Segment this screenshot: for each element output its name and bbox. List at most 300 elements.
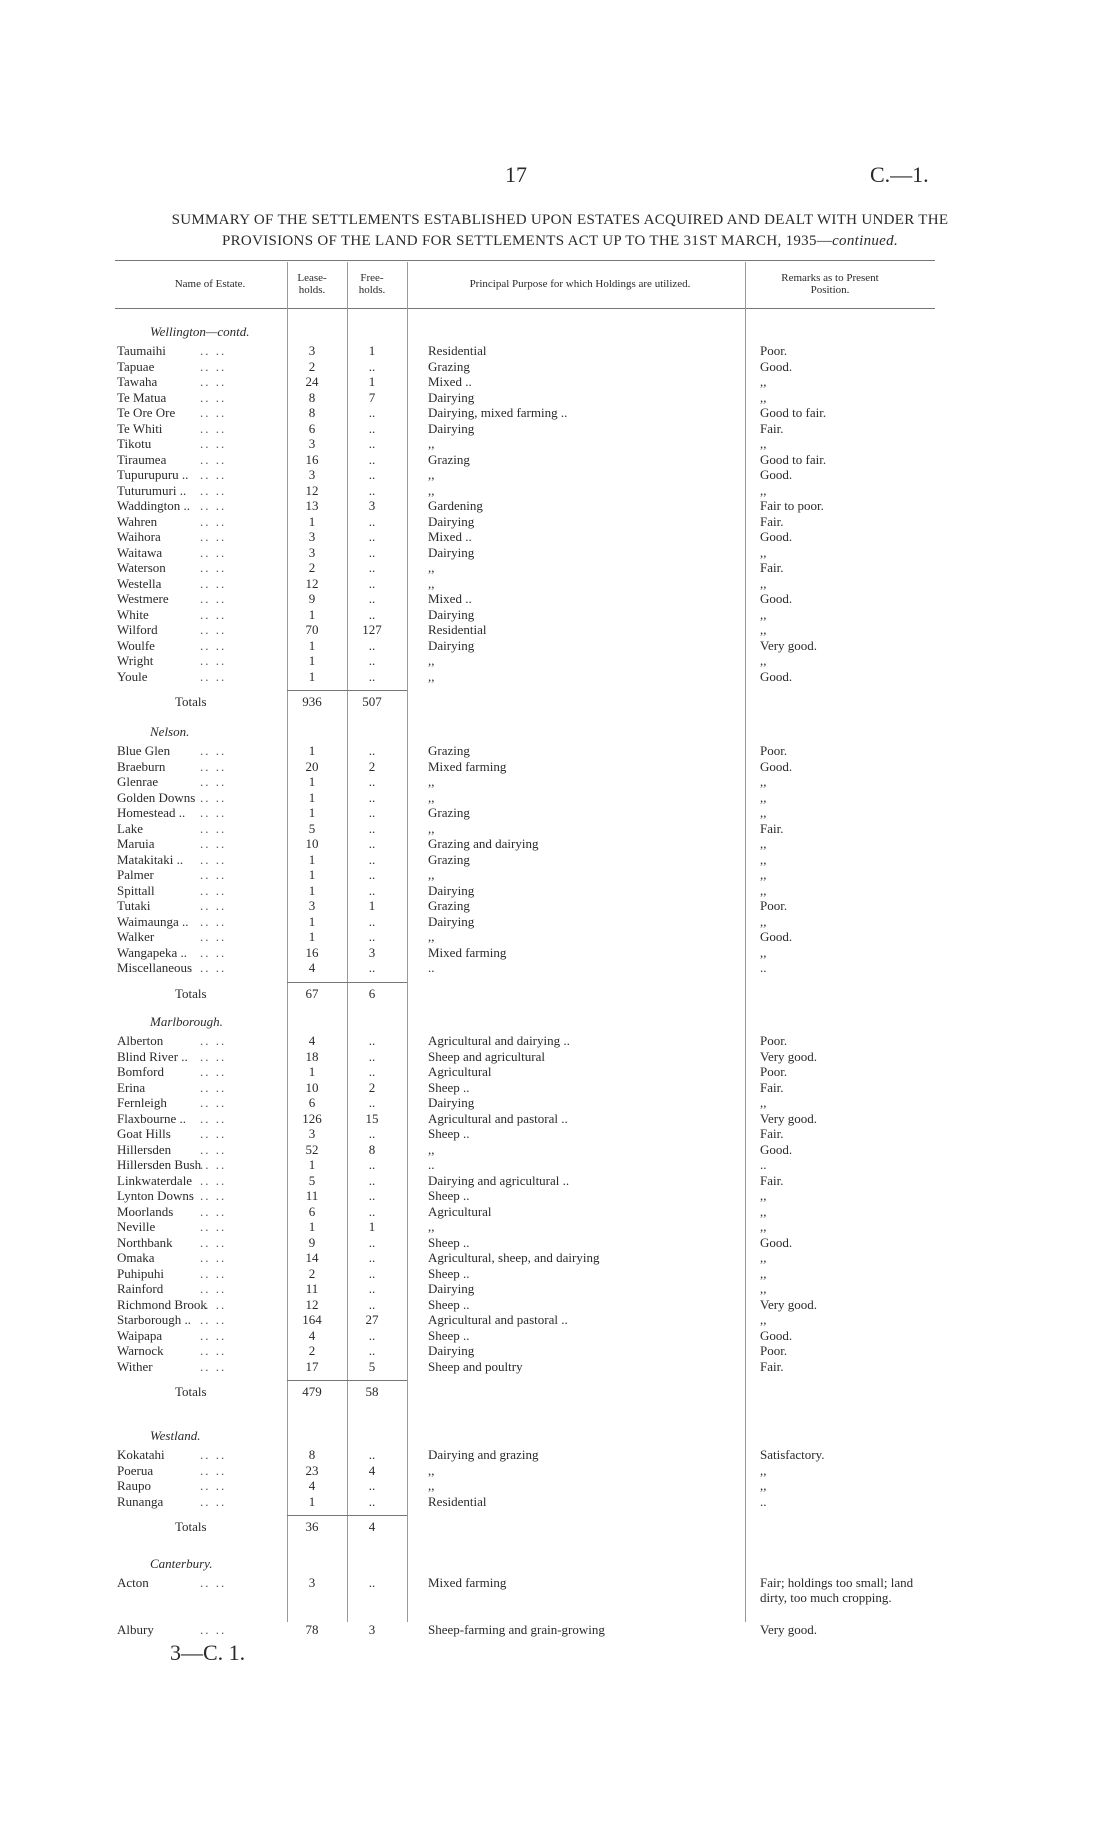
estate-name: Bomford	[117, 1064, 164, 1079]
principal-purpose: Sheep ..	[428, 1126, 470, 1141]
principal-purpose: Grazing	[428, 358, 470, 374]
leader-dots: .. ..	[200, 929, 227, 944]
leaseholds-count: 11	[305, 1188, 319, 1203]
table-row	[0, 1188, 1114, 1204]
table-row	[0, 1478, 1114, 1494]
leaseholds-count: 1	[308, 913, 316, 929]
freeholds-count: 3	[368, 1621, 376, 1637]
leaseholds-count: 3	[308, 529, 316, 544]
freeholds-count: 8	[368, 1141, 376, 1157]
leaseholds-count: 1	[308, 929, 316, 944]
leader-dots: .. ..	[200, 343, 227, 358]
estate-name: Miscellaneous	[117, 960, 193, 975]
estate-name: Palmer	[117, 867, 154, 882]
totals-row	[0, 986, 1114, 1002]
estate-name: Tawaha	[117, 374, 158, 389]
principal-purpose: Dairying	[428, 513, 475, 529]
freeholds-count: 27	[365, 1312, 379, 1327]
principal-purpose: Grazing	[428, 451, 470, 467]
region-heading: Nelson.	[150, 724, 190, 739]
freeholds-count: ..	[368, 436, 376, 451]
leader-dots: .. ..	[200, 1172, 227, 1188]
freeholds-count: ..	[368, 867, 376, 882]
remarks: Good.	[760, 591, 793, 606]
leaseholds-count: 3	[308, 467, 316, 482]
leader-dots: .. ..	[200, 758, 227, 774]
principal-purpose: Residential	[428, 622, 487, 637]
estate-name: Blue Glen	[117, 743, 171, 758]
leader-dots: .. ..	[200, 544, 227, 560]
leader-dots: .. ..	[200, 1493, 227, 1509]
remarks: ,,	[760, 1250, 767, 1265]
freeholds-count: ..	[368, 1575, 376, 1590]
leaseholds-count: 9	[308, 591, 316, 606]
estate-name: Blind River ..	[117, 1048, 188, 1064]
remarks: Poor.	[760, 898, 788, 913]
estate-name: Waihora	[117, 529, 161, 544]
leader-dots: .. ..	[200, 789, 227, 805]
leaseholds-count: 2	[308, 358, 316, 374]
principal-purpose: Sheep ..	[428, 1234, 470, 1250]
table-row	[0, 867, 1114, 883]
freeholds-count: ..	[368, 1172, 376, 1188]
leader-dots: .. ..	[200, 1110, 227, 1126]
leaseholds-count: 1	[308, 653, 316, 668]
estate-name: Matakitaki ..	[117, 851, 184, 867]
freeholds-count: 5	[368, 1358, 376, 1374]
leader-dots: .. ..	[200, 944, 227, 960]
leader-dots: .. ..	[200, 851, 227, 867]
freeholds-count: ..	[368, 1033, 376, 1048]
remarks: Fair; holdings too small; land dirty, too much cropping.	[760, 1575, 914, 1605]
principal-purpose: ,,	[428, 560, 435, 575]
table-row	[0, 1235, 1114, 1251]
remarks: Fair.	[760, 1126, 784, 1141]
principal-purpose: Mixed farming	[428, 1575, 507, 1590]
principal-purpose: ..	[428, 1157, 435, 1172]
freeholds-count: ..	[368, 668, 376, 684]
estate-name: Waitawa	[117, 544, 163, 560]
table-row	[0, 436, 1114, 452]
remarks: Poor.	[760, 743, 788, 758]
remarks: Good.	[760, 1234, 793, 1250]
principal-purpose: Mixed farming	[428, 944, 507, 960]
estate-name: Taumaihi	[117, 343, 166, 358]
table-row	[0, 1343, 1114, 1359]
freeholds-count: ..	[368, 575, 376, 591]
leader-dots: .. ..	[200, 1079, 227, 1095]
totals-row	[0, 1384, 1114, 1400]
leaseholds-count: 4	[308, 960, 316, 975]
freeholds-count: ..	[368, 743, 376, 758]
remarks: ..	[760, 1493, 767, 1509]
remarks: Fair.	[760, 1358, 784, 1374]
estate-name: Poerua	[117, 1462, 154, 1478]
table-row	[0, 669, 1114, 685]
column-header-leaseholds: Lease- holds.	[297, 272, 327, 296]
estate-name: Wither	[117, 1358, 153, 1374]
leaseholds-count: 1	[308, 1064, 316, 1079]
leader-dots: .. ..	[200, 1203, 227, 1219]
table-row	[0, 529, 1114, 545]
table-row	[0, 1250, 1114, 1266]
region-heading: Canterbury.	[150, 1556, 213, 1571]
table-row	[0, 1494, 1114, 1510]
table-row	[0, 374, 1114, 390]
principal-purpose: Dairying	[428, 420, 475, 436]
document-code: C.—1.	[870, 162, 929, 187]
table-row	[0, 498, 1114, 514]
freeholds-count: 2	[368, 758, 376, 774]
leaseholds-count: 5	[308, 820, 316, 836]
table-row	[0, 390, 1114, 406]
freeholds-count: ..	[368, 420, 376, 436]
remarks: Fair.	[760, 560, 784, 575]
remarks: ,,	[760, 882, 767, 898]
leaseholds-count: 5	[308, 1172, 316, 1188]
principal-purpose: Mixed ..	[428, 591, 472, 606]
estate-name: Waimaunga ..	[117, 913, 189, 929]
leaseholds-count: 8	[308, 405, 316, 420]
table-row	[0, 359, 1114, 375]
estate-name: Westella	[117, 575, 162, 591]
leaseholds-count: 4	[308, 1033, 316, 1048]
leaseholds-count: 1	[308, 637, 316, 653]
freeholds-count: ..	[368, 960, 376, 975]
leader-dots: .. ..	[200, 1296, 227, 1312]
principal-purpose: Agricultural, sheep, and dairying	[428, 1250, 600, 1265]
freeholds-count: 4	[368, 1462, 376, 1478]
table-row	[0, 759, 1114, 775]
freeholds-count: ..	[368, 1203, 376, 1219]
estate-name: Neville	[117, 1219, 156, 1234]
table-row	[0, 1033, 1114, 1049]
table-row	[0, 1575, 1114, 1605]
estate-name: Acton	[117, 1575, 149, 1590]
table-row	[0, 1126, 1114, 1142]
table-row	[0, 821, 1114, 837]
leaseholds-count: 14	[305, 1250, 319, 1265]
leader-dots: .. ..	[200, 743, 227, 758]
totals-freeholds: 6	[368, 985, 376, 1001]
principal-purpose: Agricultural and dairying ..	[428, 1033, 570, 1048]
table-row	[0, 774, 1114, 790]
remarks: ,,	[760, 622, 767, 637]
principal-purpose: Sheep ..	[428, 1327, 470, 1343]
remarks: ,,	[760, 774, 767, 789]
leaseholds-count: 70	[305, 622, 319, 637]
remarks: ,,	[760, 374, 767, 389]
table-row	[0, 945, 1114, 961]
leaseholds-count: 1	[308, 1219, 316, 1234]
leaseholds-count: 4	[308, 1478, 316, 1493]
remarks: Good.	[760, 1327, 793, 1343]
totals-leaseholds: 479	[302, 1384, 322, 1399]
table-row	[0, 1157, 1114, 1173]
totals-freeholds: 507	[362, 694, 382, 709]
leaseholds-count: 10	[305, 836, 319, 851]
leaseholds-count: 126	[302, 1110, 322, 1126]
estate-name: Northbank	[117, 1234, 173, 1250]
remarks: Good.	[760, 929, 793, 944]
remarks: Good to fair.	[760, 405, 827, 420]
region-heading: Westland.	[150, 1428, 201, 1443]
principal-purpose: Grazing and dairying	[428, 836, 539, 851]
freeholds-count: ..	[368, 1493, 376, 1509]
freeholds-count: ..	[368, 1447, 376, 1462]
leader-dots: .. ..	[200, 637, 227, 653]
leaseholds-count: 12	[305, 575, 319, 591]
principal-purpose: ,,	[428, 867, 435, 882]
freeholds-count: ..	[368, 451, 376, 467]
principal-purpose: Dairying and agricultural ..	[428, 1172, 570, 1188]
remarks: ,,	[760, 389, 767, 405]
table-row	[0, 914, 1114, 930]
remarks: Very good.	[760, 1621, 818, 1637]
leaseholds-count: 6	[308, 1203, 316, 1219]
estate-name: Golden Downs	[117, 789, 196, 805]
principal-purpose: Mixed farming	[428, 758, 507, 774]
remarks: ..	[760, 1157, 767, 1172]
remarks: ,,	[760, 1188, 767, 1203]
table-row	[0, 343, 1114, 359]
freeholds-count: 15	[365, 1110, 379, 1126]
estate-name: Warnock	[117, 1343, 164, 1358]
freeholds-count: ..	[368, 1157, 376, 1172]
leaseholds-count: 6	[308, 420, 316, 436]
title-line-2-text: PROVISIONS OF THE LAND FOR SETTLEMENTS ACT UP TO THE 31ST MARCH, 1935—	[221, 233, 833, 249]
table-row	[0, 514, 1114, 530]
estate-name: Wright	[117, 653, 154, 668]
freeholds-count: ..	[368, 591, 376, 606]
leader-dots: .. ..	[200, 867, 227, 882]
leaseholds-count: 3	[308, 898, 316, 913]
freeholds-count: ..	[368, 882, 376, 898]
leaseholds-count: 52	[305, 1141, 319, 1157]
freeholds-count: 1	[368, 374, 376, 389]
header-rule-bottom	[115, 308, 935, 309]
leaseholds-count: 16	[305, 451, 319, 467]
leaseholds-count: 3	[308, 436, 316, 451]
principal-purpose: Sheep ..	[428, 1265, 470, 1281]
principal-purpose: Agricultural	[428, 1203, 492, 1219]
leaseholds-count: 1	[308, 867, 316, 882]
estate-name: Hillersden	[117, 1141, 172, 1157]
freeholds-count: ..	[368, 513, 376, 529]
leader-dots: .. ..	[200, 1250, 227, 1265]
table-row	[0, 1142, 1114, 1158]
leader-dots: .. ..	[200, 1265, 227, 1281]
principal-purpose: ,,	[428, 482, 435, 498]
principal-purpose: Residential	[428, 343, 487, 358]
leaseholds-count: 17	[305, 1358, 319, 1374]
remarks: Very good.	[760, 1296, 818, 1312]
leaseholds-count: 20	[305, 758, 319, 774]
freeholds-count: ..	[368, 1188, 376, 1203]
freeholds-count: ..	[368, 1343, 376, 1358]
freeholds-count: ..	[368, 529, 376, 544]
estate-name: Wilford	[117, 622, 158, 637]
freeholds-count: ..	[368, 467, 376, 482]
leader-dots: .. ..	[200, 529, 227, 544]
freeholds-count: ..	[368, 1048, 376, 1064]
principal-purpose: Grazing	[428, 805, 470, 820]
table-row	[0, 1064, 1114, 1080]
leader-dots: .. ..	[200, 1478, 227, 1493]
estate-name: Linkwaterdale	[117, 1172, 193, 1188]
principal-purpose: Agricultural	[428, 1064, 492, 1079]
principal-purpose: Sheep ..	[428, 1296, 470, 1312]
estate-name: Wahren	[117, 513, 158, 529]
column-header-purpose: Principal Purpose for which Holdings are utilized.	[469, 278, 691, 290]
remarks: ..	[760, 960, 767, 975]
estate-name: Fernleigh	[117, 1095, 167, 1110]
freeholds-count: ..	[368, 851, 376, 867]
principal-purpose: Sheep-farming and grain-growing	[428, 1621, 605, 1637]
remarks: ,,	[760, 436, 767, 451]
principal-purpose: Sheep ..	[428, 1188, 470, 1203]
leader-dots: .. ..	[200, 1343, 227, 1358]
principal-purpose: ,,	[428, 436, 435, 451]
remarks: ,,	[760, 851, 767, 867]
estate-name: Tikotu	[117, 436, 152, 451]
remarks: Fair.	[760, 1172, 784, 1188]
totals-freeholds: 4	[368, 1519, 376, 1534]
column-header-freeholds: Free- holds.	[358, 272, 386, 296]
remarks: ,,	[760, 1281, 767, 1296]
remarks: ,,	[760, 789, 767, 805]
principal-purpose: Agricultural and pastoral ..	[428, 1110, 568, 1126]
table-row	[0, 790, 1114, 806]
leaseholds-count: 18	[305, 1048, 319, 1064]
estate-name: Te Whiti	[117, 420, 163, 436]
leaseholds-count: 9	[308, 1234, 316, 1250]
principal-purpose: ,,	[428, 1478, 435, 1493]
principal-purpose: Sheep ..	[428, 1079, 470, 1095]
leader-dots: .. ..	[200, 606, 227, 622]
estate-name: Omaka	[117, 1250, 155, 1265]
leader-dots: .. ..	[200, 1141, 227, 1157]
leader-dots: .. ..	[200, 405, 227, 420]
leader-dots: .. ..	[200, 774, 227, 789]
table-row	[0, 653, 1114, 669]
freeholds-count: ..	[368, 1478, 376, 1493]
remarks: ,,	[760, 1219, 767, 1234]
totals-rule	[287, 1380, 407, 1381]
table-row	[0, 483, 1114, 499]
estate-name: Maruia	[117, 836, 155, 851]
table-row	[0, 1447, 1114, 1463]
leaseholds-count: 78	[305, 1621, 319, 1637]
leader-dots: .. ..	[200, 467, 227, 482]
estate-name: Spittall	[117, 882, 155, 898]
leaseholds-count: 4	[308, 1327, 316, 1343]
principal-purpose: Dairying	[428, 606, 475, 622]
totals-label: Totals	[175, 1519, 207, 1534]
leaseholds-count: 23	[305, 1462, 319, 1478]
principal-purpose: ,,	[428, 575, 435, 591]
principal-purpose: Dairying	[428, 389, 475, 405]
estate-name: Erina	[117, 1079, 146, 1095]
leaseholds-count: 2	[308, 1343, 316, 1358]
principal-purpose: Dairying	[428, 882, 475, 898]
table-row	[0, 576, 1114, 592]
remarks: ,,	[760, 575, 767, 591]
freeholds-count: ..	[368, 805, 376, 820]
remarks: ,,	[760, 913, 767, 929]
freeholds-count: ..	[368, 929, 376, 944]
table-row	[0, 883, 1114, 899]
title-line-2	[80, 231, 1040, 252]
freeholds-count: ..	[368, 1126, 376, 1141]
leaseholds-count: 164	[302, 1312, 322, 1327]
table-row	[0, 1204, 1114, 1220]
table-row	[0, 960, 1114, 976]
leader-dots: .. ..	[200, 560, 227, 575]
freeholds-count: ..	[368, 653, 376, 668]
remarks: ,,	[760, 1462, 767, 1478]
leader-dots: .. ..	[200, 591, 227, 606]
freeholds-count: ..	[368, 836, 376, 851]
leader-dots: .. ..	[200, 1033, 227, 1048]
remarks: Good.	[760, 668, 793, 684]
totals-label: Totals	[175, 694, 207, 709]
principal-purpose: Mixed ..	[428, 529, 472, 544]
leaseholds-count: 8	[308, 389, 316, 405]
freeholds-count: ..	[368, 1095, 376, 1110]
freeholds-count: ..	[368, 1234, 376, 1250]
freeholds-count: ..	[368, 1265, 376, 1281]
principal-purpose: ,,	[428, 774, 435, 789]
table-row	[0, 836, 1114, 852]
table-row	[0, 607, 1114, 623]
freeholds-count: ..	[368, 913, 376, 929]
estate-name: Tuturumuri ..	[117, 482, 187, 498]
leader-dots: .. ..	[200, 1219, 227, 1234]
remarks: ,,	[760, 544, 767, 560]
freeholds-count: 7	[368, 389, 376, 405]
freeholds-count: 1	[368, 343, 376, 358]
leader-dots: .. ..	[200, 513, 227, 529]
table-row	[0, 622, 1114, 638]
leader-dots: .. ..	[200, 1281, 227, 1296]
remarks: ,,	[760, 1265, 767, 1281]
table-row	[0, 452, 1114, 468]
leaseholds-count: 24	[305, 374, 319, 389]
estate-name: Lynton Downs	[117, 1188, 194, 1203]
estate-name: Puhipuhi	[117, 1265, 164, 1281]
region-heading: Marlborough.	[150, 1014, 223, 1029]
leader-dots: .. ..	[200, 820, 227, 836]
leader-dots: .. ..	[200, 1234, 227, 1250]
totals-freeholds: 58	[365, 1384, 379, 1399]
estate-name: Moorlands	[117, 1203, 174, 1219]
freeholds-count: ..	[368, 789, 376, 805]
table-row	[0, 638, 1114, 654]
leaseholds-count: 12	[305, 1296, 319, 1312]
freeholds-count: 1	[368, 898, 376, 913]
estate-name: Alberton	[117, 1033, 164, 1048]
estate-name: Richmond Brook	[117, 1296, 207, 1312]
leaseholds-count: 1	[308, 789, 316, 805]
table-row	[0, 545, 1114, 561]
leader-dots: .. ..	[200, 1575, 227, 1590]
totals-label: Totals	[175, 1384, 207, 1399]
remarks: Fair.	[760, 1079, 784, 1095]
table-row	[0, 852, 1114, 868]
remarks: ,,	[760, 1478, 767, 1493]
principal-purpose: ,,	[428, 653, 435, 668]
